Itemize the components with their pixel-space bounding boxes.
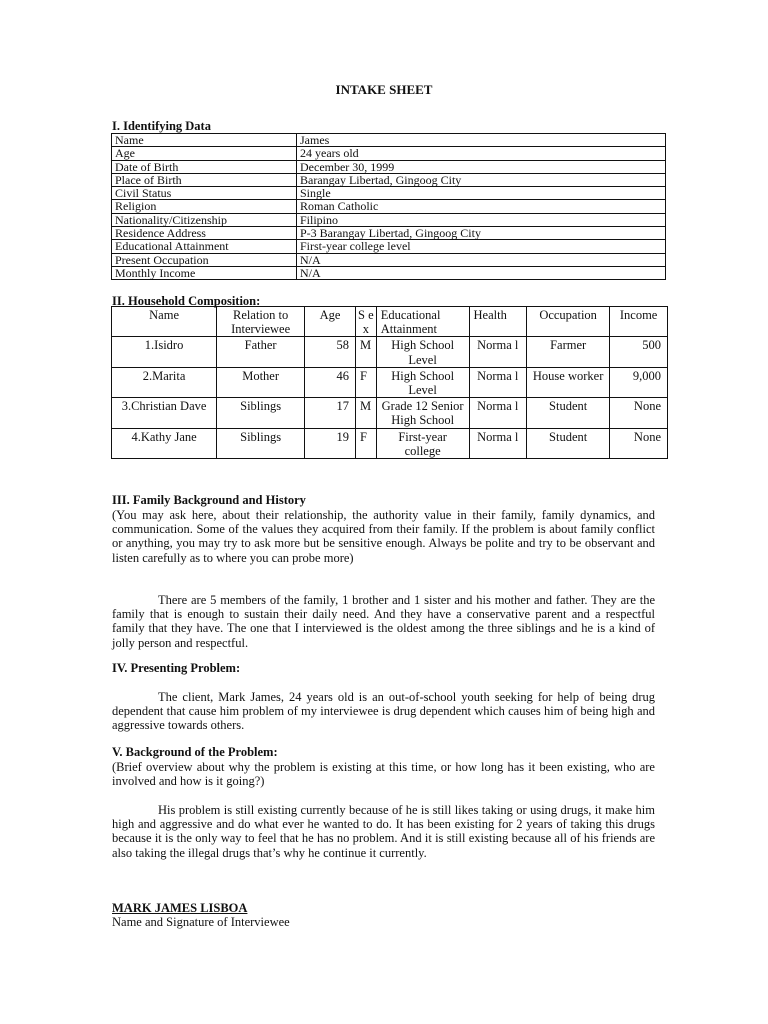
header-sex: S e x — [355, 307, 376, 337]
field-label: Monthly Income — [112, 266, 297, 279]
member-education: High School Level — [376, 367, 469, 397]
member-sex: F — [355, 428, 376, 458]
identifying-data-row — [112, 147, 666, 160]
member-health: Norma l — [469, 337, 527, 367]
identifying-data-row — [112, 200, 666, 213]
member-relation: Siblings — [217, 398, 305, 428]
field-label: Residence Address — [112, 227, 297, 240]
section-presenting-problem-title: IV. Presenting Problem: — [112, 661, 241, 675]
household-member-row — [112, 428, 668, 458]
field-label: Name — [112, 134, 297, 147]
identifying-data-row — [112, 240, 666, 253]
member-sex: M — [355, 398, 376, 428]
member-name: 2.Marita — [112, 367, 217, 397]
member-relation: Mother — [217, 367, 305, 397]
problem-background-instructions: (Brief overview about why the problem is existing at this time, or how long has it been existing, who are involved and how is it going?) — [112, 760, 655, 789]
field-value: 24 years old — [297, 147, 666, 160]
household-member-row — [112, 398, 668, 428]
section-problem-background-title: V. Background of the Problem: — [112, 745, 278, 759]
field-value: N/A — [297, 253, 666, 266]
field-value: James — [297, 134, 666, 147]
identifying-data-table — [111, 133, 666, 280]
member-income: 9,000 — [610, 367, 668, 397]
field-label: Place of Birth — [112, 173, 297, 186]
member-occupation: Farmer — [527, 337, 610, 367]
field-label: Civil Status — [112, 187, 297, 200]
member-income: None — [610, 428, 668, 458]
section-household-title: II. Household Composition: — [112, 294, 261, 308]
header-age: Age — [305, 307, 356, 337]
header-occupation: Occupation — [527, 307, 610, 337]
member-income: None — [610, 398, 668, 428]
field-value: Roman Catholic — [297, 200, 666, 213]
field-value: Single — [297, 187, 666, 200]
member-occupation: Student — [527, 428, 610, 458]
member-occupation: House worker — [527, 367, 610, 397]
member-health: Norma l — [469, 398, 527, 428]
field-label: Date of Birth — [112, 160, 297, 173]
field-value: First-year college level — [297, 240, 666, 253]
identifying-data-row — [112, 227, 666, 240]
header-relation: Relation to Interviewee — [217, 307, 305, 337]
family-background-text: There are 5 members of the family, 1 brother and 1 sister and his mother and father. They are the family that is enough to sustain their daily need. And they have a conservative parent and a respectful family that they have. The one that I interviewed is the oldest among the three siblings and he is a kind of jolly person and respectful. — [112, 593, 655, 650]
field-value: December 30, 1999 — [297, 160, 666, 173]
signature-caption: Name and Signature of Interviewee — [112, 915, 290, 929]
identifying-data-row — [112, 266, 666, 279]
member-health: Norma l — [469, 428, 527, 458]
member-name: 3.Christian Dave — [112, 398, 217, 428]
household-header-row — [112, 307, 668, 337]
field-label: Present Occupation — [112, 253, 297, 266]
member-age: 46 — [305, 367, 356, 397]
field-value: Barangay Libertad, Gingoog City — [297, 173, 666, 186]
household-member-row — [112, 337, 668, 367]
header-income: Income — [610, 307, 668, 337]
member-name: 4.Kathy Jane — [112, 428, 217, 458]
member-income: 500 — [610, 337, 668, 367]
presenting-problem-text: The client, Mark James, 24 years old is an out-of-school youth seeking for help of being drug dependent that cause him problem of my interviewee is drug dependent which causes him of being high and aggressive towards others. — [112, 690, 655, 733]
household-composition-table — [111, 306, 668, 459]
field-label: Educational Attainment — [112, 240, 297, 253]
field-label: Age — [112, 147, 297, 160]
header-name: Name — [112, 307, 217, 337]
document-title: INTAKE SHEET — [335, 82, 433, 97]
member-sex: M — [355, 337, 376, 367]
interviewee-name: MARK JAMES LISBOA — [112, 901, 248, 915]
member-education: High School Level — [376, 337, 469, 367]
header-health: Health — [469, 307, 527, 337]
member-health: Norma l — [469, 367, 527, 397]
field-value: P-3 Barangay Libertad, Gingoog City — [297, 227, 666, 240]
identifying-data-row — [112, 187, 666, 200]
member-occupation: Student — [527, 398, 610, 428]
identifying-data-row — [112, 173, 666, 186]
member-relation: Siblings — [217, 428, 305, 458]
household-member-row — [112, 367, 668, 397]
field-value: N/A — [297, 266, 666, 279]
problem-background-text: His problem is still existing currently because of he is still likes taking or using drugs, it make him high and aggressive and do what ever he wanted to do. It has been existing for 2 years of taking this drugs because it is the only way to feel that he has no problem. And it is still existing because all of his friends are also taking the illegal drugs that’s why he continue it currently. — [112, 803, 655, 860]
identifying-data-row — [112, 253, 666, 266]
member-age: 58 — [305, 337, 356, 367]
member-age: 19 — [305, 428, 356, 458]
member-education: First-year college — [376, 428, 469, 458]
member-sex: F — [355, 367, 376, 397]
header-education: Educational Attainment — [376, 307, 469, 337]
field-value: Filipino — [297, 213, 666, 226]
family-background-instructions: (You may ask here, about their relationship, the authority value in their family, family dynamics, and communication. Some of the values they acquired from their family. If the problem is about family conflict or anything, you may try to ask more but be sensitive enough. Always be polite and try to be observant and listen carefully as to where you can probe more) — [112, 508, 655, 565]
field-label: Nationality/Citizenship — [112, 213, 297, 226]
identifying-data-row — [112, 160, 666, 173]
section-identifying-data-title: I. Identifying Data — [112, 119, 211, 133]
section-family-background-title: III. Family Background and History — [112, 493, 306, 507]
identifying-data-row — [112, 213, 666, 226]
member-education: Grade 12 Senior High School — [376, 398, 469, 428]
field-label: Religion — [112, 200, 297, 213]
member-relation: Father — [217, 337, 305, 367]
identifying-data-row — [112, 134, 666, 147]
member-name: 1.Isidro — [112, 337, 217, 367]
member-age: 17 — [305, 398, 356, 428]
